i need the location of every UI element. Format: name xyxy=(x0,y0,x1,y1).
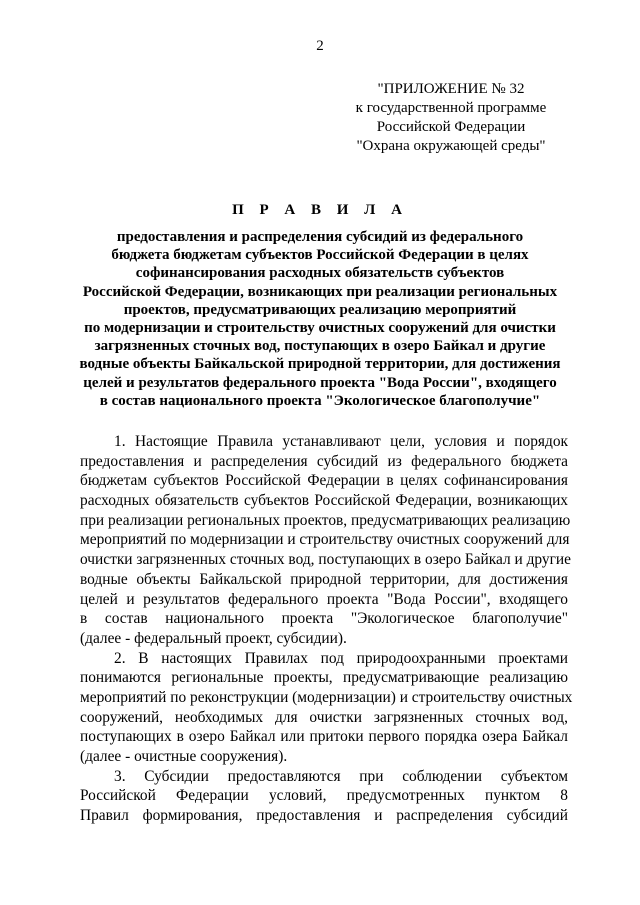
subtitle-line: предоставления и распределения субсидий из федерального xyxy=(116,229,524,245)
text-line: понимаются региональные проекты, предусматривающие реализацию xyxy=(80,669,568,687)
subtitle-line: в состав национального проекта "Экологическое благополучие" xyxy=(99,392,541,409)
text-line: предоставления и распределения субсидий из федерального бюджета xyxy=(80,452,568,470)
text-line: сооружений, необходимых для очистки загрязненных сточных вод, xyxy=(80,708,568,726)
text-line: (далее - федеральный проект, субсидии). xyxy=(80,629,347,647)
subtitle-line: загрязненных сточных вод, поступающих в озеро Байкал и другие xyxy=(94,338,546,355)
subtitle-line: водные объекты Байкальской природной территории, для достижения xyxy=(79,356,561,373)
appendix-line: "Охрана окружающей среды" xyxy=(356,138,546,154)
paragraph-3 xyxy=(80,767,568,826)
body-text xyxy=(80,432,573,826)
text-line: 2. В настоящих Правилах под природоохранными проектами xyxy=(114,649,568,667)
text-line: очистки загрязненных сточных вод, поступающих в озеро Байкал и другие xyxy=(80,551,571,569)
text-line: бюджетам субъектов Российской Федерации в целях софинансирования xyxy=(80,472,568,490)
subtitle-line: Российской Федерации, возникающих при реализации региональных xyxy=(82,283,558,300)
subtitle-line: софинансирования расходных обязательств субъектов xyxy=(135,265,505,282)
subtitle-line: бюджета бюджетам субъектов Российской Федерации в целях xyxy=(111,247,529,264)
text-line: в состав национального проекта "Экологическое благополучие" xyxy=(80,610,568,628)
text-line: при реализации региональных проектов, предусматривающих реализацию xyxy=(80,511,571,529)
text-line: поступающих в озеро Байкал или притоки первого порядка озера Байкал xyxy=(80,728,568,746)
text-line: целей и результатов федерального проекта "Вода России", входящего xyxy=(80,590,568,608)
text-line: мероприятий по реконструкции (модернизации) и строительству очистных xyxy=(80,688,573,706)
rules-title: П Р А В И Л А xyxy=(232,202,408,218)
page-number: 2 xyxy=(316,38,324,54)
rules-subtitle xyxy=(60,228,580,410)
text-line: (далее - очистные сооружения). xyxy=(80,748,288,765)
text-line: Правил формирования, предоставления и распределения субсидий xyxy=(80,807,568,825)
appendix-line: "ПРИЛОЖЕНИЕ № 32 xyxy=(377,81,525,97)
subtitle-line: проектов, предусматривающих реализацию мероприятий xyxy=(123,301,517,318)
subtitle-line: целей и результатов федерального проекта "Вода России", входящего xyxy=(83,374,557,391)
text-line: расходных обязательств субъектов Российской Федерации, возникающих xyxy=(80,492,568,510)
appendix-block xyxy=(326,80,576,156)
appendix-line: к государственной программе xyxy=(355,100,547,116)
appendix-line: Российской Федерации xyxy=(376,119,526,135)
subtitle-line: по модернизации и строительству очистных сооружений для очистки xyxy=(84,320,556,337)
paragraph-1 xyxy=(80,432,571,649)
text-line: 3. Субсидии предоставляются при соблюдении субъектом xyxy=(114,767,568,785)
text-line: 1. Настоящие Правила устанавливают цели, условия и порядок xyxy=(114,433,568,450)
text-line: Российской Федерации условий, предусмотренных пунктом 8 xyxy=(80,787,568,805)
text-line: водные объекты Байкальской природной территории, для достижения xyxy=(80,570,568,588)
paragraph-2 xyxy=(80,649,573,767)
text-line: мероприятий по модернизации и строительству очистных сооружений для xyxy=(80,531,570,549)
